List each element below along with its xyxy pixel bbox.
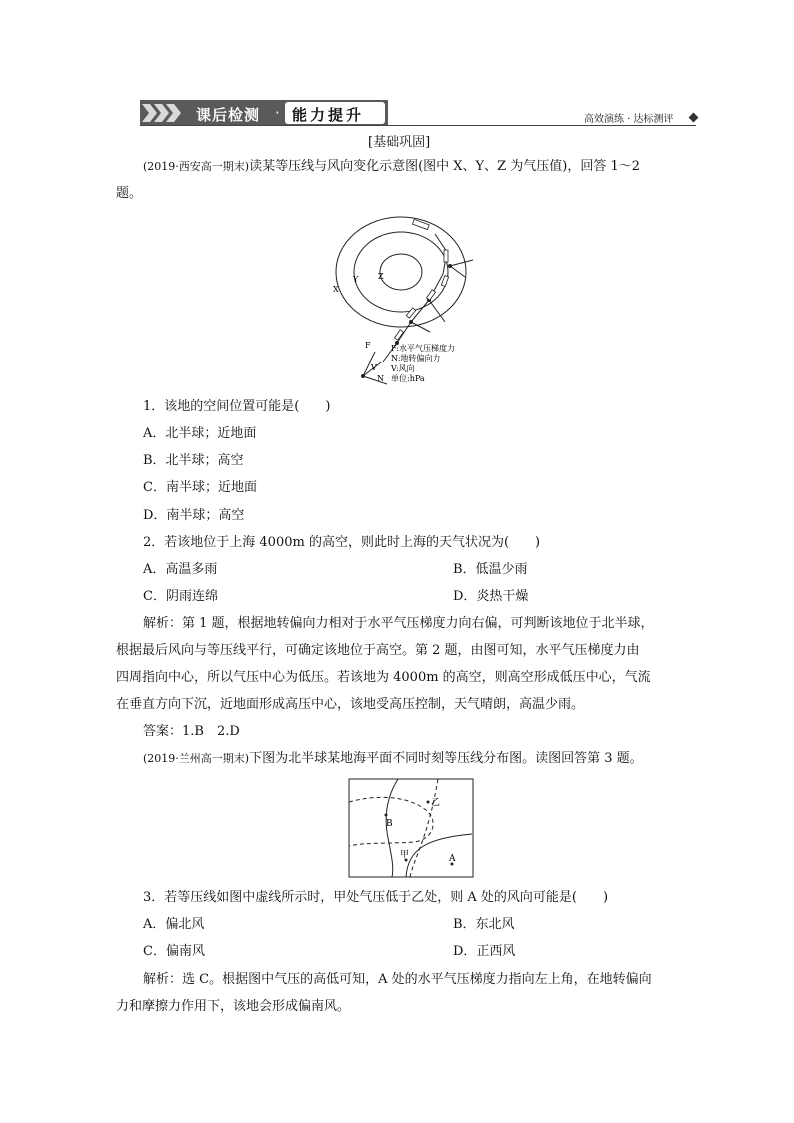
label-b: B xyxy=(386,819,393,829)
answer1: 答案：1.B 2.D xyxy=(143,724,240,739)
isobar-inner xyxy=(380,254,422,290)
label-a: A xyxy=(449,854,456,864)
analysis2-line2: 力和摩擦力作用下，该地会形成偏南风。 xyxy=(116,999,351,1014)
header-rule xyxy=(140,125,696,126)
label-jia: 甲 xyxy=(400,850,410,860)
isobar-map-figure xyxy=(348,778,474,878)
q3-option-c: C．偏南风 xyxy=(143,944,205,959)
q3-option-d: D．正西风 xyxy=(453,944,516,959)
q1-option-c: C．南半球；近地面 xyxy=(143,480,257,495)
analysis1-line4: 在垂直方向下沉，近地面形成高压中心，该地受高压控制，天气晴朗，高温少雨。 xyxy=(116,697,585,712)
point-yi xyxy=(427,801,430,804)
point-b xyxy=(385,814,388,817)
intro1-line1 xyxy=(143,157,640,177)
label-v: V xyxy=(371,363,377,372)
q2-option-a: A．高温多雨 xyxy=(143,562,218,577)
legend-unit: 单位:hPa xyxy=(391,374,425,383)
q2-option-b: B．低温少雨 xyxy=(453,562,528,577)
q2-stem: 2．若该地位于上海 4000m 的高空，则此时上海的天气状况为( ) xyxy=(143,535,541,550)
legend-gradient-force: F:水平气压梯度力 xyxy=(391,344,455,353)
q1-option-a: A．北半球；近地面 xyxy=(143,426,257,441)
header-emphasis: 能力提升 xyxy=(292,106,365,124)
section-title: [基础巩固] xyxy=(368,135,431,150)
isobar-wind-diagram xyxy=(325,212,505,390)
label-n: N xyxy=(377,374,384,383)
q3-option-b: B．东北风 xyxy=(453,917,515,932)
intro2-text: 下图为北半球某地海平面不同时刻等压线分布图。读图回答第 3 题。 xyxy=(249,751,643,766)
legend-wind: V:风向 xyxy=(391,364,415,373)
q3-stem: 3．若等压线如图中虚线所示时，甲处气压低于乙处，则 A 处的风向可能是( ) xyxy=(143,890,609,905)
label-x: X xyxy=(333,285,339,294)
analysis1-line2: 根据最后风向与等压线平行，可确定该地位于高空。第 2 题，由图可知，水平气压梯度力由 xyxy=(116,643,640,658)
analysis1-line1: 解析：第 1 题，根据地转偏向力相对于水平气压梯度力向右偏，可判断该地位于北半球， xyxy=(143,616,654,631)
isobar-outer xyxy=(336,217,466,327)
legend-coriolis: N:地转偏向力 xyxy=(391,354,441,363)
label-z: Z xyxy=(378,272,384,281)
analysis1-line3: 四周指向中心，所以气压中心为低压。若该地为 4000m 的高空，则高空形成低压中心，气流 xyxy=(116,670,651,685)
intro1-line2: 题。 xyxy=(116,186,143,201)
intro1-text: 读某等压线与风向变化示意图(图中 X、Y、Z 为气压值)，回答 1～2 xyxy=(249,159,641,174)
analysis2-line1: 解析：选 C。根据图中气压的高低可知，A 处的水平气压梯度力指向左上角，在地转偏向 xyxy=(143,972,652,987)
header-title: 课后检测 xyxy=(196,106,261,124)
q1-stem: 1．该地的空间位置可能是( ) xyxy=(143,399,331,414)
header-separator: · xyxy=(275,104,280,122)
q2-option-c: C．阴雨连绵 xyxy=(143,589,218,604)
intro1-source: (2019·西安高一期末) xyxy=(143,160,250,173)
intro2-source: (2019·兰州高一期末) xyxy=(143,752,250,765)
isobar-middle xyxy=(354,232,448,312)
label-f: F xyxy=(365,341,371,350)
q1-option-d: D．南半球；高空 xyxy=(143,508,245,523)
q1-option-b: B．北半球；高空 xyxy=(143,453,244,468)
diamond-icon xyxy=(689,113,699,123)
q2-option-d: D．炎热干燥 xyxy=(453,589,529,604)
intro2-line xyxy=(143,749,643,769)
label-yi: 乙 xyxy=(431,798,441,808)
label-y: Y xyxy=(353,275,359,284)
header-right-text: 高效演练 · 达标测评 xyxy=(584,114,674,125)
q3-option-a: A．偏北风 xyxy=(143,917,205,932)
